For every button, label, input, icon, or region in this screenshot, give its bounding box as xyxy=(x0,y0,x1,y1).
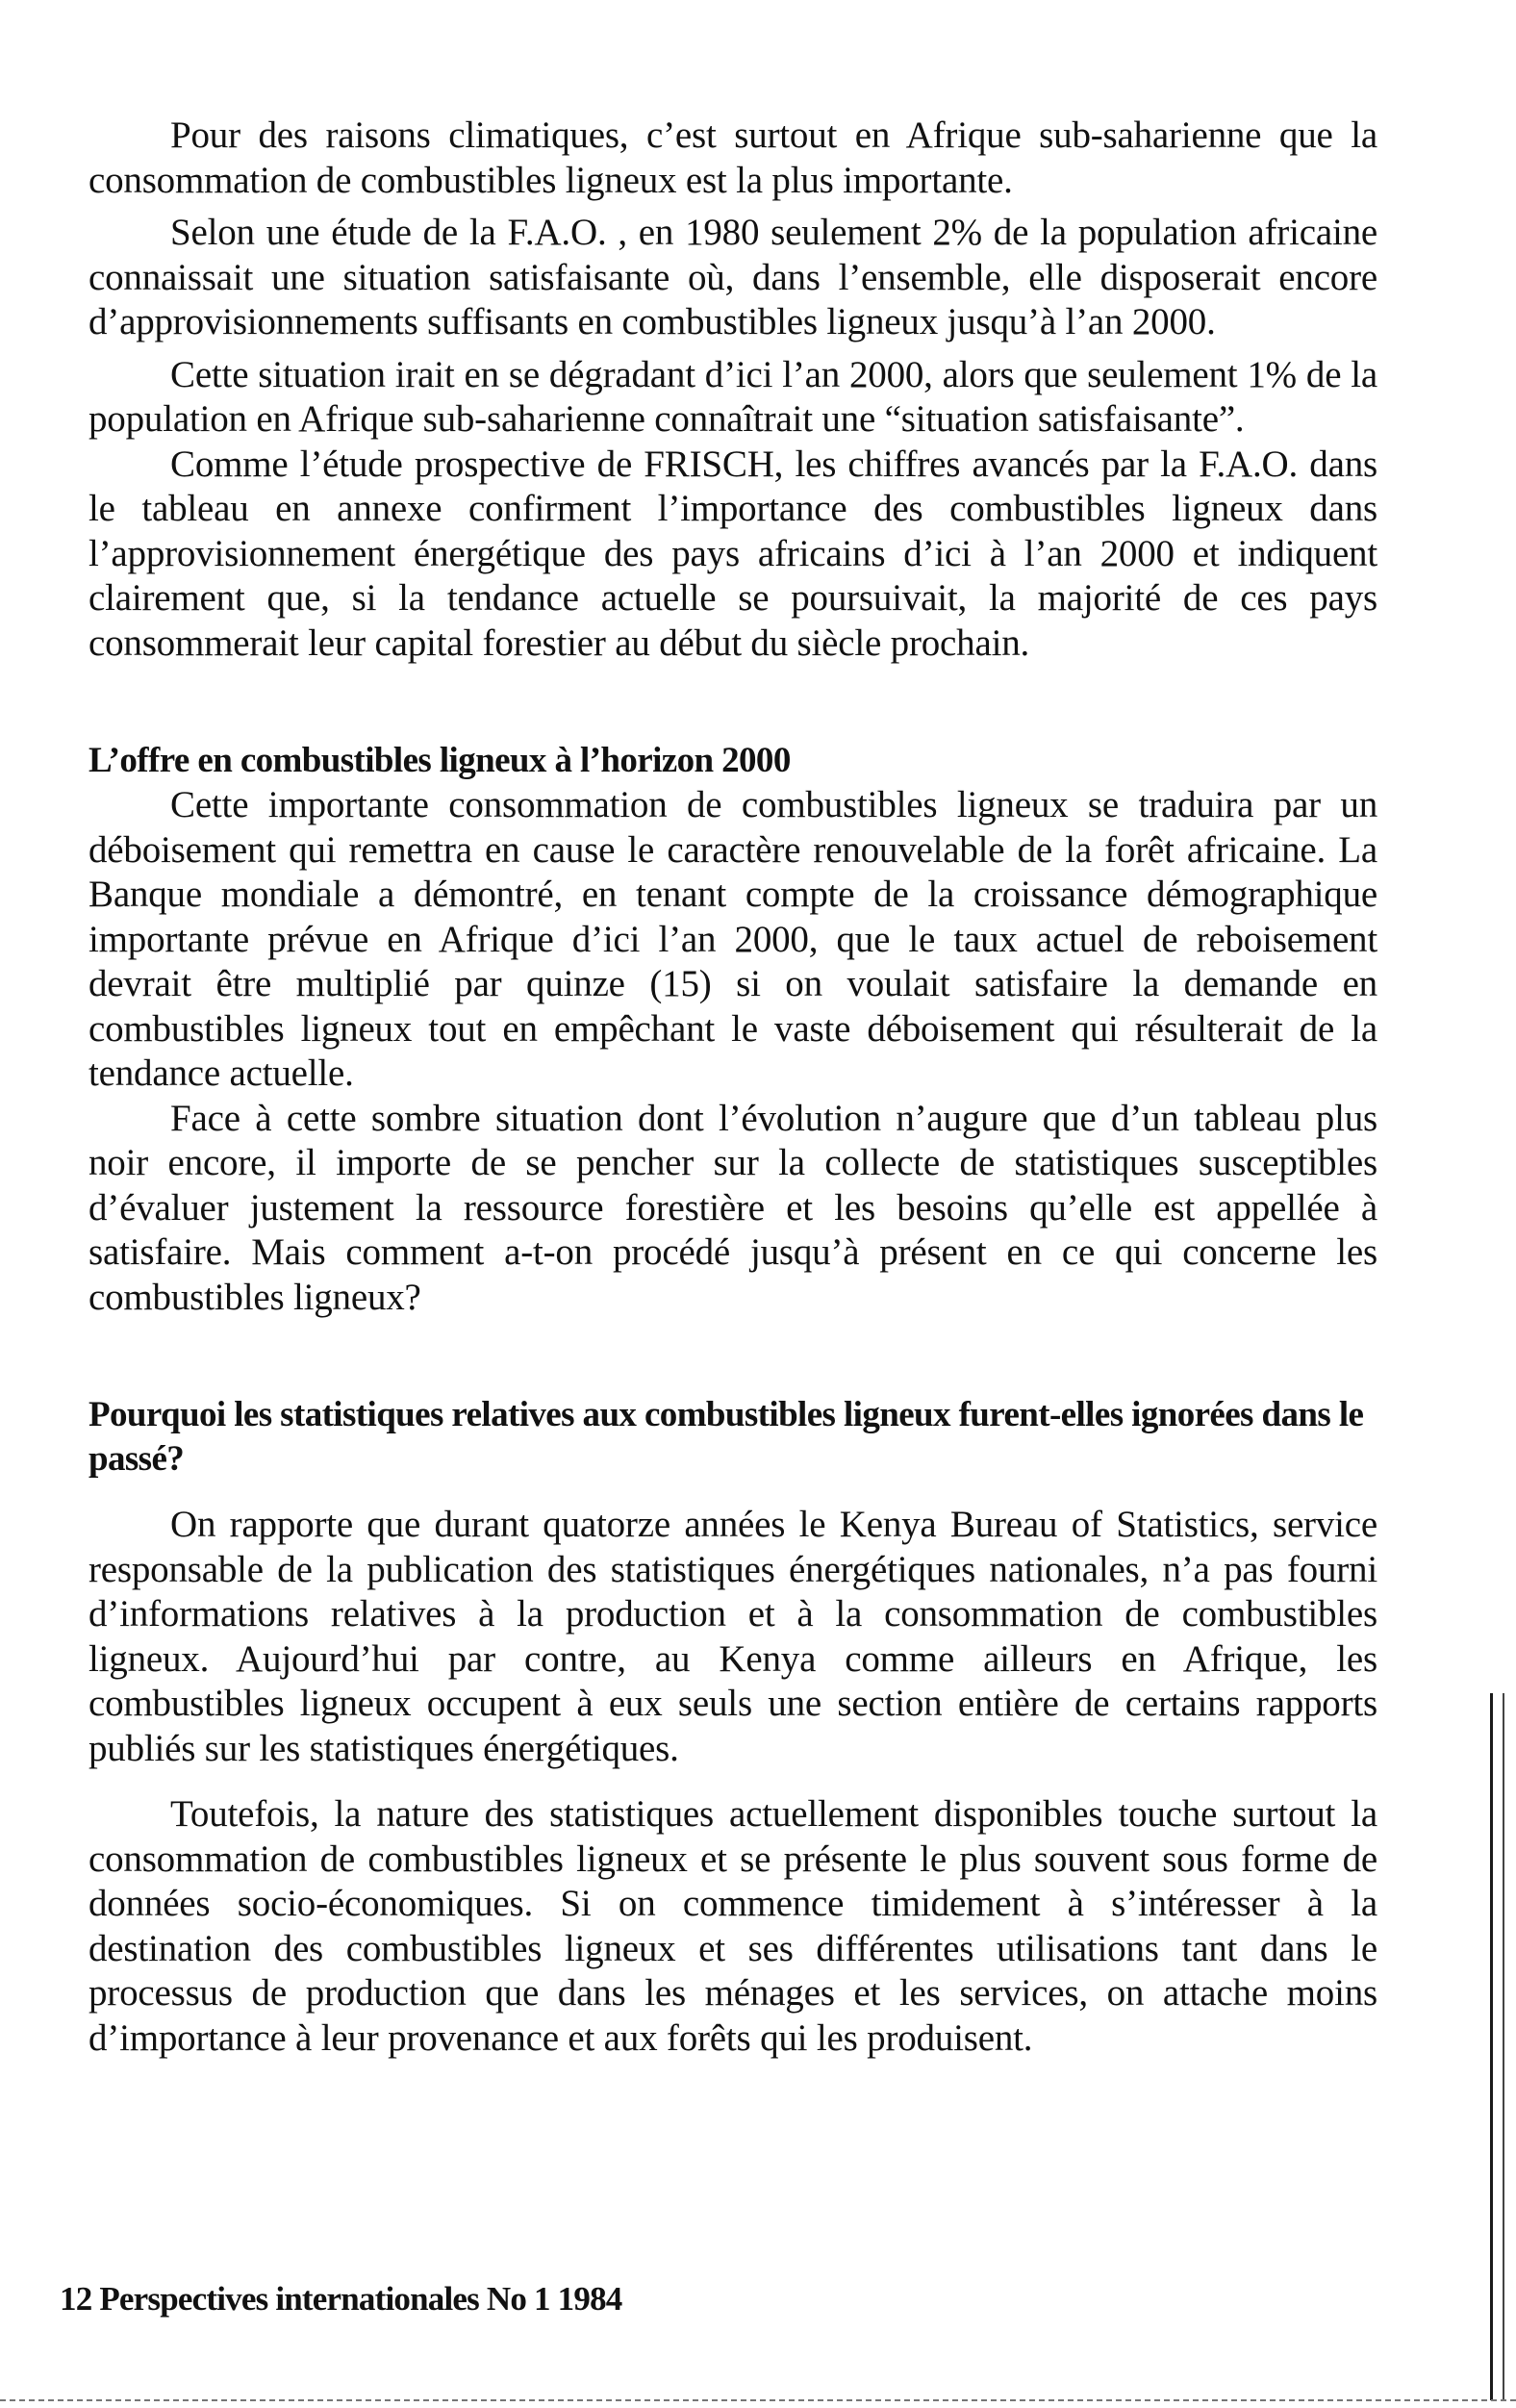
paragraph-pourquoi-1: On rapporte que durant quatorze années le Kenya Bureau of Statistics, service responsable de la publication des statistiques énergétiques nationales, n’a pas fourni d’informations relatives à la production et à la consommation de combustibles ligneux. Aujourd’hui par contre, au Kenya comme ailleurs en Afrique, les combustibles ligneux occupent à eux seuls une section entière de certains rapports publiés sur les statistiques énergétiques. xyxy=(88,1504,1377,1769)
paragraph-intro-4: Comme l’étude prospective de FRISCH, les chiffres avancés par la F.A.O. dans le tableau en annexe confirment l’importance des combustibles ligneux dans l’approvisionnement énergétique des pays africains d’ici à l’an 2000 et indiquent clairement que, si la tendance actuelle se poursuivait, la majorité de ces pays consommerait leur capital forestier au début du siècle prochain. xyxy=(88,443,1377,664)
spacer xyxy=(88,1320,1377,1393)
section-heading-pourquoi: Pourquoi les statistiques relatives aux combustibles ligneux furent-elles ignorées dans le passé? xyxy=(88,1395,1364,1479)
spacer xyxy=(88,345,1377,353)
bottom-edge-line xyxy=(0,2399,1516,2401)
paragraph-offre-1: Cette importante consommation de combustibles ligneux se traduira par un déboisement qui remettra en cause le caractère renouvelable de la forêt africaine. La Banque mondiale a démontré, en tenant compte de la croissance démographique importante prévue en Afrique d’ici l’an 2000, que le taux actuel de reboisement devrait être multiplié par quinze (15) si on voulait satisfaire la demande en combustibles ligneux tout en empêchant le vaste déboisement qui résulterait de la tendance actuelle. xyxy=(88,784,1377,1094)
paragraph-pourquoi-2: Toutefois, la nature des statistiques actuellement disponibles touche surtout la consommation de combustibles ligneux et se présente le plus souvent sous forme de données socio-économiques. Si on commence timidement à s’intéresser à la destination des combustibles ligneux et ses différentes utilisations tant dans le processus de production que dans les ménages et les services, on attache moins d’importance à leur provenance et aux forêts qui les produisent. xyxy=(88,1793,1377,2059)
spacer xyxy=(88,1771,1377,1792)
margin-binding-line xyxy=(1490,1693,1504,2400)
text-column xyxy=(88,114,1377,2061)
page-footer: 12 Perspectives internationales No 1 1984 xyxy=(60,2280,622,2318)
paragraph-offre-2: Face à cette sombre situation dont l’évolution n’augure que d’un tableau plus noir encore, il importe de se pencher sur la collecte de statistiques susceptibles d’évaluer justement la ressource forestière et les besoins qu’elle est appellée à satisfaire. Mais comment a-t-on procédé jusqu’à présent en ce qui concerne les combustibles ligneux? xyxy=(88,1097,1377,1318)
section-heading-offre: L’offre en combustibles ligneux à l’horizon 2000 xyxy=(88,741,791,780)
spacer xyxy=(88,203,1377,211)
paragraph-intro-1: Pour des raisons climatiques, c’est surtout en Afrique sub-saharienne que la consommation de combustibles ligneux est la plus importante. xyxy=(88,114,1377,201)
paragraph-intro-2: Selon une étude de la F.A.O. , en 1980 seulement 2% de la population africaine connaissait une situation satisfaisante où, dans l’ensemble, elle disposerait encore d’approvisionnements suffisants en combustibles ligneux jusqu’à l’an 2000. xyxy=(88,212,1377,342)
spacer xyxy=(88,666,1377,739)
paragraph-intro-3: Cette situation irait en se dégradant d’ici l’an 2000, alors que seulement 1% de la population en Afrique sub-saharienne connaîtrait une “situation satisfaisante”. xyxy=(88,353,1377,440)
spacer xyxy=(88,1482,1377,1503)
